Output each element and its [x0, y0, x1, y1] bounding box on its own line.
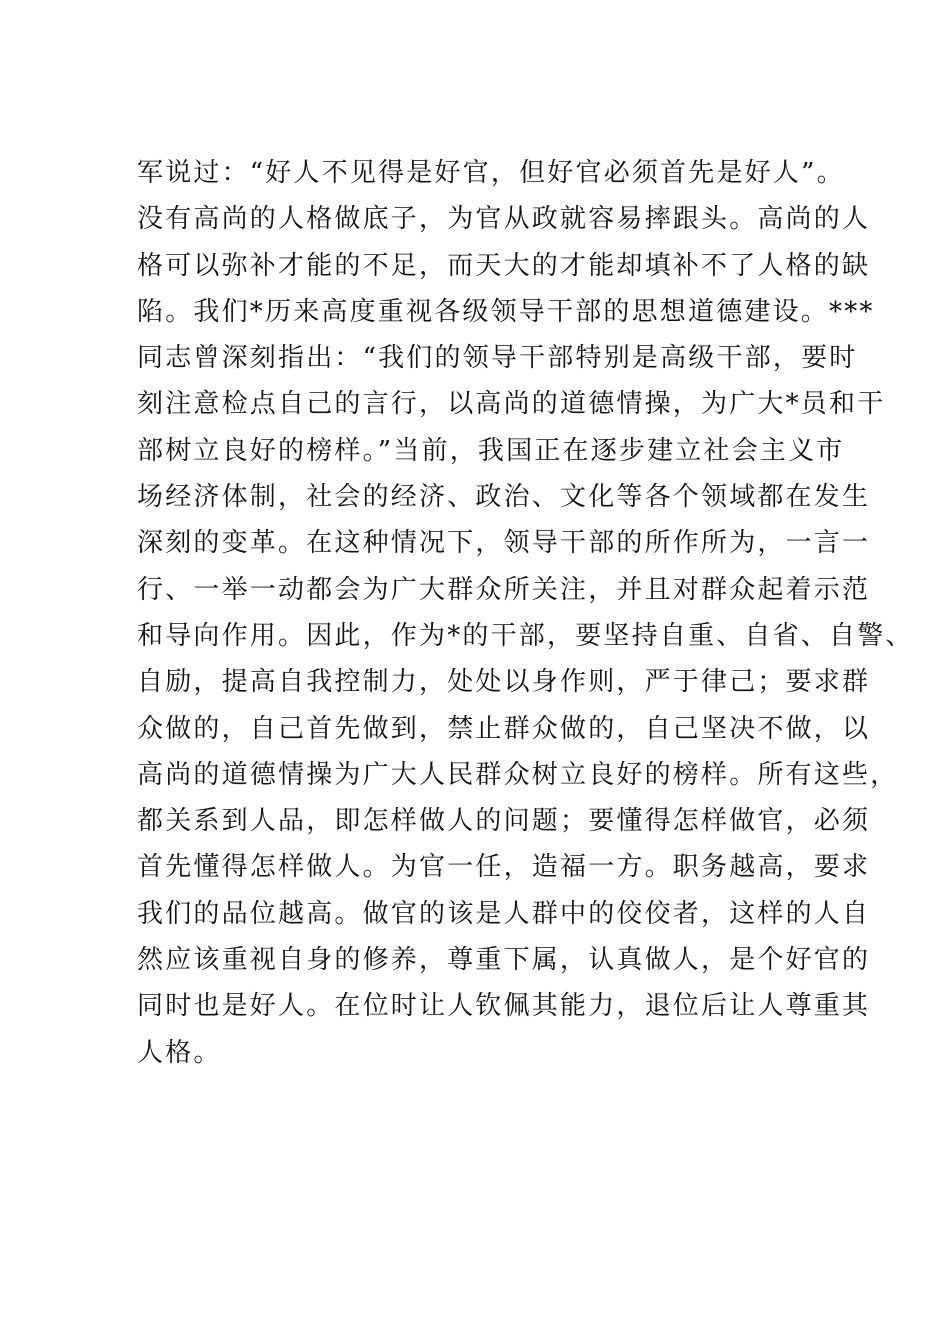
text-line: 同时也是好人。在位时让人钦佩其能力，退位后让人尊重其 [137, 991, 871, 1022]
text-line: 都关系到人品，即怎样做人的问题；要懂得怎样做官，必须 [137, 806, 871, 837]
text-line: 没有高尚的人格做底子，为官从政就容易摔跟头。高尚的人 [137, 204, 871, 235]
text-line: 高尚的道德情操为广大人民群众树立良好的榜样。所有这些， [137, 759, 899, 790]
body-paragraph [137, 150, 914, 1076]
text-line: 军说过：“好人不见得是好官，但好官必须首先是好人”。 [137, 158, 845, 188]
text-line: 刻注意检点自己的言行，以高尚的道德情操，为广大*员和干 [137, 389, 886, 420]
text-line: 同志曾深刻指出：“我们的领导干部特别是高级干部，要时 [137, 343, 858, 374]
text-line: 深刻的变革。在这种情况下，领导干部的所作所为，一言一 [137, 528, 871, 559]
text-line: 首先懂得怎样做人。为官一任，造福一方。职务越高，要求 [137, 852, 871, 883]
text-line: 然应该重视自身的修养，尊重下属，认真做人，是个好官的 [137, 945, 871, 976]
text-line: 人格。 [137, 1037, 222, 1068]
text-line: 行、一举一动都会为广大群众所关注，并且对群众起着示范 [137, 574, 871, 605]
text-line: 格可以弥补才能的不足，而天大的才能却填补不了人格的缺 [137, 250, 871, 281]
text-line: 我们的品位越高。做官的该是人群中的佼佼者，这样的人自 [137, 898, 871, 929]
text-line: 众做的，自己首先做到，禁止群众做的，自己坚决不做，以 [137, 713, 871, 744]
text-line: 部树立良好的榜样。”当前，我国正在逐步建立社会主义市 [137, 435, 845, 466]
text-line: 场经济体制，社会的经济、政治、文化等各个领域都在发生 [137, 482, 871, 513]
text-line: 和导向作用。因此，作为*的干部，要坚持自重、自省、自警、 [137, 620, 914, 651]
text-line: 陷。我们*历来高度重视各级领导干部的思想道德建设。*** [137, 296, 875, 327]
text-line: 自励，提高自我控制力，处处以身作则，严于律己；要求群 [137, 667, 871, 698]
